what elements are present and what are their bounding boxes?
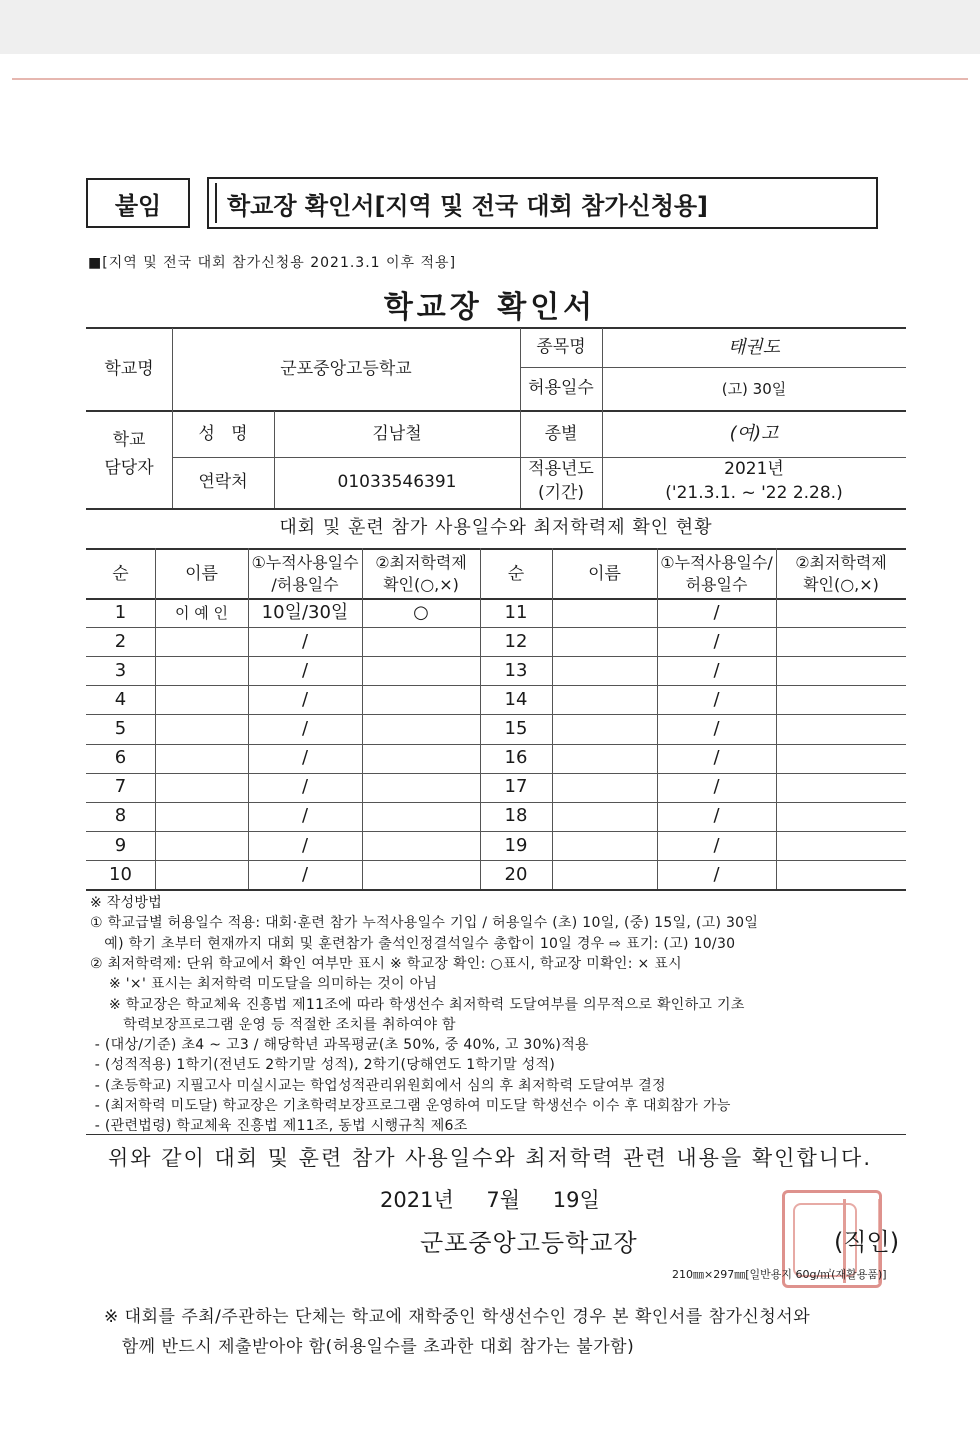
method-line: ② 최저학력제: 단위 학교에서 확인 여부만 표시 ※ 학교장 확인: ○표시, 학교장 미확인: × 표시: [90, 955, 682, 972]
school-label: 학교명: [104, 358, 154, 379]
left-row-check-cell: [362, 745, 480, 773]
right-row-no-cell: 15: [504, 718, 528, 740]
method-line: - (대상/기준) 초4 ~ 고3 / 해당학년 과목평균(초 50%, 중 40%, 고 30%)적용: [90, 1037, 589, 1054]
applicability-note: ■[지역 및 전국 대회 참가신청용 2021.3.1 이후 적용]: [88, 255, 457, 271]
issue-date: 2021년 7월 19일: [380, 1188, 600, 1212]
left-row-name-cell: [155, 803, 248, 831]
left-row-name-cell: [155, 686, 248, 714]
left-row-name-cell: [155, 861, 248, 889]
main-title: 학교장 확인서: [383, 290, 597, 325]
grid-bottom-rule: [86, 889, 906, 891]
right-row-days-cell: /: [713, 863, 720, 885]
left-row-no-cell: 6: [114, 747, 127, 769]
left-row-no-cell: 7: [114, 776, 127, 798]
right-row-name-cell: [552, 745, 657, 773]
right-row-no-cell: 14: [504, 689, 528, 711]
right-row-check-cell: [776, 803, 906, 831]
year-value-line2: ('21.3.1. ~ '22 2.28.): [665, 483, 843, 504]
confirmation-statement: 위와 같이 대회 및 훈련 참가 사용일수와 최저학력 관련 내용을 확인합니다.: [107, 1146, 872, 1170]
left-row-no-cell: 3: [114, 659, 127, 681]
attachment-label: 붙임: [86, 178, 190, 228]
allowed-days-label: 허용일수: [528, 378, 594, 399]
phone-label: 연락처: [198, 472, 248, 493]
method-line: ① 학교급별 허용일수 적용: 대회·훈련 참가 누적사용일수 기입 / 허용일수 (초) 10일, (중) 15일, (고) 30일: [90, 915, 759, 932]
right-header-used-days: ①누적사용일수/ 허용일수: [660, 553, 773, 594]
left-row-name-cell: [155, 628, 248, 656]
info-bottom-rule: [86, 508, 906, 510]
year-value-line1: 2021년: [724, 459, 784, 480]
left-row-name-cell: 이 예 인: [174, 603, 228, 622]
allowed-days-value: (고) 30일: [721, 379, 787, 398]
sport-value: 태권도: [727, 336, 781, 358]
right-row-no-cell: 17: [504, 776, 528, 798]
right-row-no-cell: 16: [504, 747, 528, 769]
right-row-no-cell: 12: [504, 630, 528, 652]
left-row-no-cell: 5: [114, 718, 127, 740]
doc-header-box: [207, 177, 878, 229]
right-row-name-cell: [552, 861, 657, 889]
left-row-days-cell: /: [301, 630, 309, 652]
right-row-no-cell: 18: [504, 805, 528, 827]
right-row-no-cell: 19: [504, 834, 528, 856]
right-row-check-cell: [776, 774, 906, 802]
right-row-name-cell: [552, 628, 657, 656]
method-line: - (초등학교) 지필고사 미실시교는 학업성적관리위원회에서 심의 후 최저학력 도달여부 결정: [90, 1077, 666, 1094]
left-row-days-cell: /: [301, 834, 309, 856]
left-row-check-cell: [362, 686, 480, 714]
top-divider: [12, 78, 968, 80]
seal-mark: (직인): [834, 1228, 900, 1256]
method-line: - (관련법령) 학교체육 진흥법 제11조, 동법 시행규칙 제6조: [90, 1118, 468, 1135]
left-row-days-cell: /: [301, 689, 309, 711]
right-row-check-cell: [776, 745, 906, 773]
right-row-days-cell: /: [713, 659, 720, 681]
method-line: 학력보장프로그램 운영 등 적절한 조치를 취하여야 함: [90, 1016, 456, 1033]
division-label: 종별: [544, 423, 578, 444]
top-band: [0, 0, 980, 54]
right-row-name-cell: [552, 832, 657, 860]
left-row-no-cell: 8: [114, 805, 127, 827]
right-row-days-cell: /: [713, 776, 720, 798]
left-row-no-cell: 9: [114, 834, 127, 856]
year-label-line1: 적용년도: [528, 459, 594, 480]
right-row-check-cell: [776, 861, 906, 889]
right-row-no-cell: 13: [504, 659, 528, 681]
right-row-name-cell: [552, 657, 657, 685]
phone-value: 01033546391: [337, 472, 457, 493]
right-row-name-cell: [552, 803, 657, 831]
left-header-no: 순: [112, 563, 129, 584]
right-row-check-cell: [776, 686, 906, 714]
left-row-days-cell: /: [301, 776, 309, 798]
right-row-name-cell: [552, 715, 657, 743]
right-row-days-cell: /: [713, 630, 720, 652]
left-row-name-cell: [155, 715, 248, 743]
left-header-used-days: ①누적사용일수 /허용일수: [251, 553, 359, 594]
right-row-no-cell: 11: [504, 601, 528, 623]
left-header-min-score-check: ②최저학력제 확인(○,×): [375, 553, 467, 594]
right-row-no-cell: 20: [504, 863, 528, 885]
right-row-name-cell: [552, 686, 657, 714]
left-row-no-cell: 10: [109, 863, 132, 885]
name-value: 김남철: [372, 423, 422, 444]
principal-name: 군포중앙고등학교장: [420, 1229, 638, 1257]
left-row-days-cell: /: [301, 659, 309, 681]
method-line: ※ 작성방법: [90, 895, 163, 911]
right-header-min-score-check: ②최저학력제 확인(○,×): [795, 553, 887, 594]
sport-label: 종목명: [536, 337, 586, 358]
method-line: ※ '×' 표시는 최저학력 미도달을 의미하는 것이 아님: [90, 976, 438, 993]
right-row-name-cell: [552, 599, 657, 627]
right-row-check-cell: [776, 628, 906, 656]
right-row-days-cell: /: [713, 601, 720, 623]
method-line: - (최저학력 미도달) 학교장은 기초학력보장프로그램 운영하여 미도달 학생선수 이수 후 대회참가 가능: [90, 1098, 731, 1114]
left-row-check-cell: [362, 657, 480, 685]
right-row-check-cell: [776, 599, 906, 627]
division-value: (여)고: [729, 423, 779, 445]
left-row-no-cell: 4: [114, 689, 127, 711]
name-label: 성 명: [198, 423, 248, 444]
left-row-name-cell: [155, 657, 248, 685]
contact-label-line1: 학교: [112, 430, 146, 451]
footer-line: 함께 반드시 제출받아야 함(허용일수를 초과한 대회 참가는 불가함): [104, 1337, 635, 1357]
left-row-check-cell: ○: [413, 601, 429, 623]
paper-spec: 210㎜×297㎜[일반용지 60g/㎡(재활용품)]: [672, 1268, 887, 1281]
right-row-check-cell: [776, 715, 906, 743]
left-row-no-cell: 1: [114, 601, 127, 623]
left-row-check-cell: [362, 774, 480, 802]
school-value: 군포중앙고등학교: [280, 358, 412, 379]
right-row-days-cell: /: [713, 834, 720, 856]
doc-header-title: 학교장 확인서[지역 및 전국 대회 참가신청용]: [227, 191, 709, 220]
left-row-check-cell: [362, 628, 480, 656]
section-title: 대회 및 훈련 참가 사용일수와 최저학력제 확인 현황: [279, 517, 713, 538]
right-row-days-cell: /: [713, 718, 720, 740]
left-row-days-cell: /: [301, 863, 309, 885]
left-row-days-cell: /: [301, 718, 309, 740]
right-row-check-cell: [776, 832, 906, 860]
header-inner-rule: [215, 183, 217, 223]
notes-bottom-rule: [86, 1134, 906, 1135]
left-row-name-cell: [155, 832, 248, 860]
right-header-name: 이름: [588, 563, 621, 584]
year-label-line2: (기간): [537, 483, 585, 504]
method-line: 예) 학기 초부터 현재까지 대회 및 훈련참가 출석인정결석일수 총합이 10일 경우 ⇨ 표기: (고) 10/30: [90, 935, 736, 952]
left-row-days-cell: /: [301, 805, 309, 827]
left-row-days-cell: 10일/30일: [261, 601, 349, 623]
method-line: ※ 학교장은 학교체육 진흥법 제11조에 따라 학생선수 최저학력 도달여부를 의무적으로 확인하고 기초: [90, 996, 745, 1013]
right-header-no: 순: [507, 563, 525, 584]
left-header-name: 이름: [185, 563, 218, 584]
right-row-days-cell: /: [713, 805, 720, 827]
left-row-check-cell: [362, 803, 480, 831]
left-row-name-cell: [155, 745, 248, 773]
right-row-days-cell: /: [713, 747, 720, 769]
left-row-no-cell: 2: [114, 630, 127, 652]
right-row-days-cell: /: [713, 689, 720, 711]
method-line: - (성적적용) 1학기(전년도 2학기말 성적), 2학기(당해연도 1학기말 성적): [90, 1057, 556, 1074]
left-row-check-cell: [362, 715, 480, 743]
left-row-name-cell: [155, 774, 248, 802]
right-row-name-cell: [552, 774, 657, 802]
contact-label-line2: 담당자: [104, 458, 154, 479]
footer-line: ※ 대회를 주최/주관하는 단체는 학교에 재학중인 학생선수인 경우 본 확인서를 참가신청서와: [104, 1307, 811, 1327]
right-row-check-cell: [776, 657, 906, 685]
left-row-check-cell: [362, 832, 480, 860]
left-row-days-cell: /: [301, 747, 309, 769]
left-row-check-cell: [362, 861, 480, 889]
